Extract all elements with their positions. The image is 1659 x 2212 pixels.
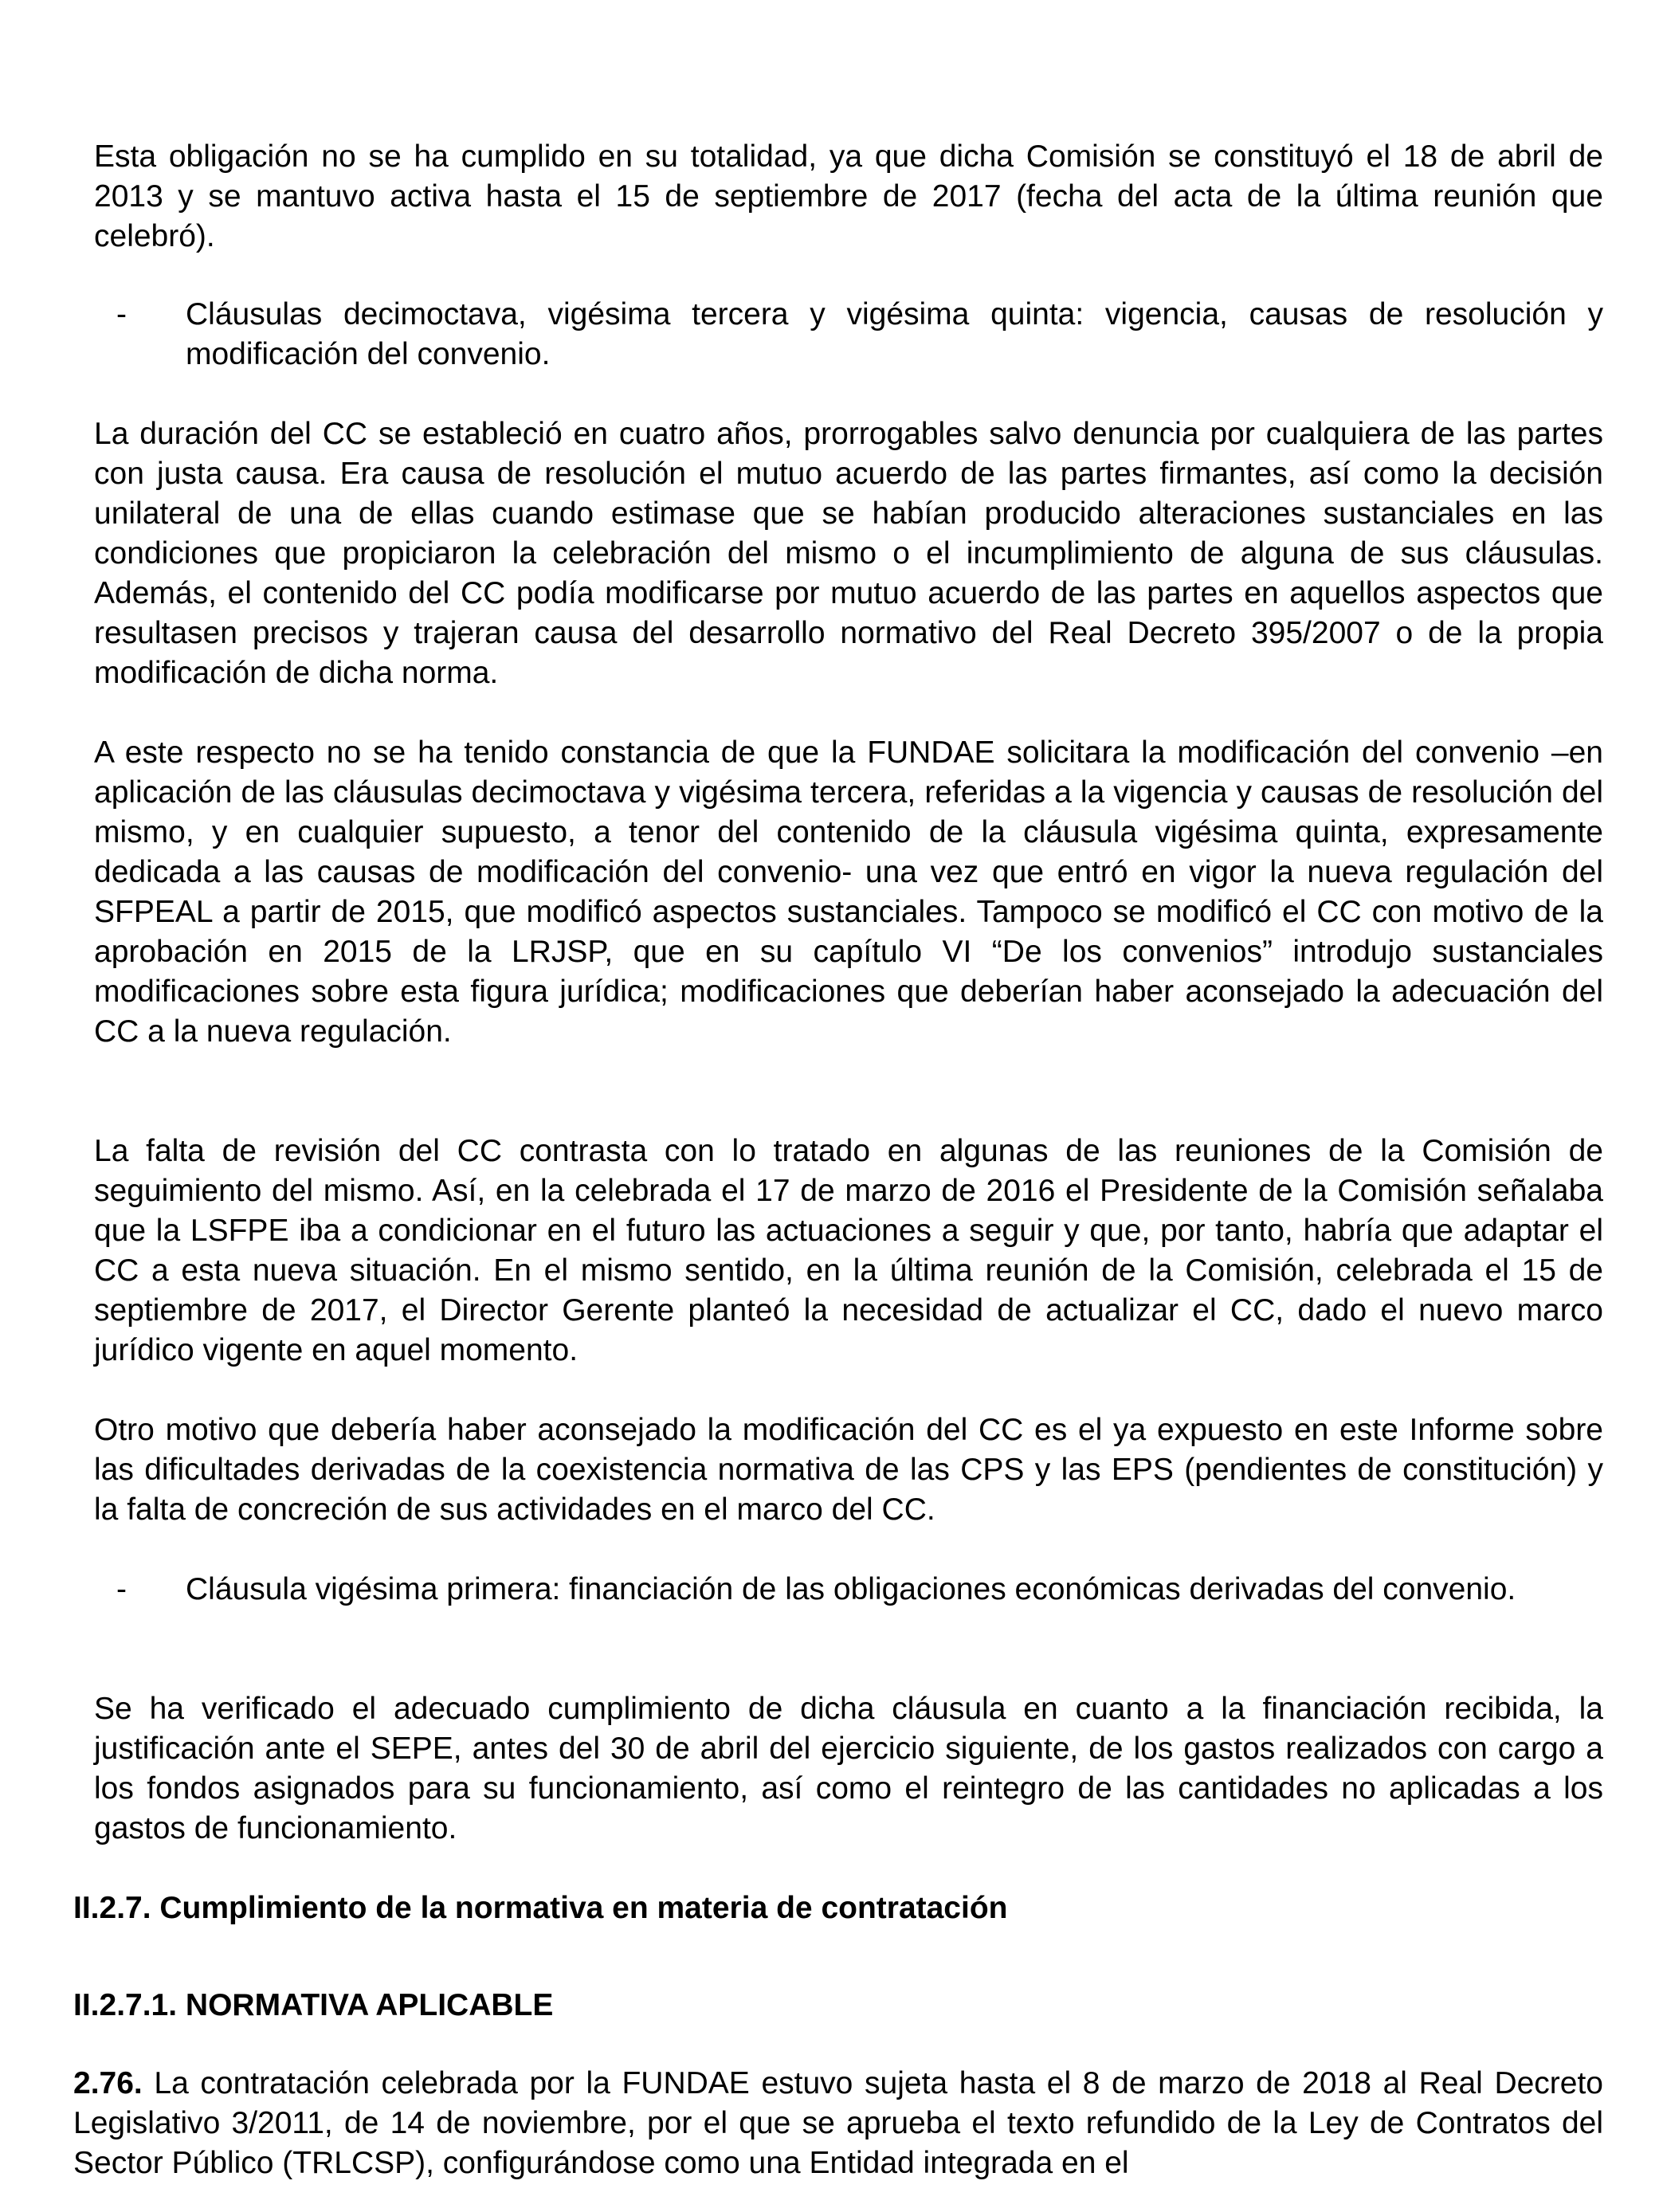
bullet-clause-financing <box>116 1570 1603 1610</box>
paragraph-verification: Se ha verificado el adecuado cumplimiento de dicha cláusula en cuanto a la financiación recibida, la justificación ante el SEPE, antes del 30 de abril del ejercicio siguiente, de los gastos realizados con cargo a los fondos asignados para su funcionamiento, así como el reintegro de las cantidades no aplicadas a los gastos de funcionamiento. <box>94 1692 1603 1845</box>
bullet-clauses-vigencia <box>116 295 1603 375</box>
section-heading-contratacion: II.2.7. Cumplimiento de la normativa en materia de contratación <box>73 1891 1008 1925</box>
bullet-text: Cláusula vigésima primera: financiación de las obligaciones económicas derivadas del convenio. <box>186 1572 1516 1606</box>
paragraph-lack-of-revision: La falta de revisión del CC contrasta con lo tratado en algunas de las reuniones de la Comisión de seguimiento del mismo. Así, en la celebrada el 17 de marzo de 2016 el Presidente de la Comisión señalaba que la LSFPE iba a condicionar en el futuro las actuaciones a seguir y que, por tanto, habría que adaptar el CC a esta nueva situación. En el mismo sentido, en la última reunión de la Comisión, celebrada el 15 de septiembre de 2017, el Director Gerente planteó la necesidad de actualizar el CC, dado el nuevo marco jurídico vigente en aquel momento. <box>94 1134 1603 1367</box>
bullet-dash: - <box>116 297 127 331</box>
paragraph-text: La contratación celebrada por la FUNDAE estuvo sujeta hasta el 8 de marzo de 2018 al Real Decreto Legislativo 3/2011, de 14 de noviembre, por el que se aprueba el texto refundido de la Ley de Contratos del Sector Público (TRLCSP), configurándose como una Entidad integrada en el <box>73 2066 1603 2180</box>
paragraph-no-modification: A este respecto no se ha tenido constancia de que la FUNDAE solicitara la modificación del convenio –en aplicación de las cláusulas decimoctava y vigésima tercera, referidas a la vigencia y causas de resolución del mismo, y en cualquier supuesto, a tenor del contenido de la cláusula vigésima quinta, expresamente dedicada a las causas de modificación del convenio- una vez que entró en vigor la nueva regulación del SFPEAL a partir de 2015, que modificó aspectos sustanciales. Tampoco se modificó el CC con motivo de la aprobación en 2015 de la LRJSP, que en su capítulo VI “De los convenios” introdujo sustanciales modificaciones sobre esta figura jurídica; modificaciones que deberían haber aconsejado la adecuación del CC a la nueva regulación. <box>94 735 1603 1049</box>
numbered-paragraph-2-76 <box>73 2064 1603 2183</box>
paragraph-number: 2.76. <box>73 2066 143 2100</box>
paragraph-duration: La duración del CC se estableció en cuatro años, prorrogables salvo denuncia por cualquiera de las partes con justa causa. Era causa de resolución el mutuo acuerdo de las partes firmantes, así como la decisión unilateral de una de ellas cuando estimase que se habían producido alteraciones sustanciales en las condiciones que propiciaron la celebración del mismo o el incumplimiento de alguna de sus cláusulas. Además, el contenido del CC podía modificarse por mutuo acuerdo de las partes en aquellos aspectos que resultasen precisos y trajeran causa del desarrollo normativo del Real Decreto 395/2007 o de la propia modificación de dicha norma. <box>94 417 1603 690</box>
paragraph-commission-obligation: Esta obligación no se ha cumplido en su totalidad, ya que dicha Comisión se constituyó el 18 de abril de 2013 y se mantuvo activa hasta el 15 de septiembre de 2017 (fecha del acta de la última reunión que celebró). <box>94 139 1603 253</box>
subsection-heading-normativa: II.2.7.1. NORMATIVA APLICABLE <box>73 1988 554 2022</box>
bullet-text: Cláusulas decimoctava, vigésima tercera y vigésima quinta: vigencia, causas de resolución y modificación del convenio. <box>186 297 1603 371</box>
bullet-dash: - <box>116 1572 127 1606</box>
paragraph-other-reason: Otro motivo que debería haber aconsejado la modificación del CC es el ya expuesto en este Informe sobre las dificultades derivadas de la coexistencia normativa de las CPS y las EPS (pendientes de constitución) y la falta de concreción de sus actividades en el marco del CC. <box>94 1413 1603 1527</box>
